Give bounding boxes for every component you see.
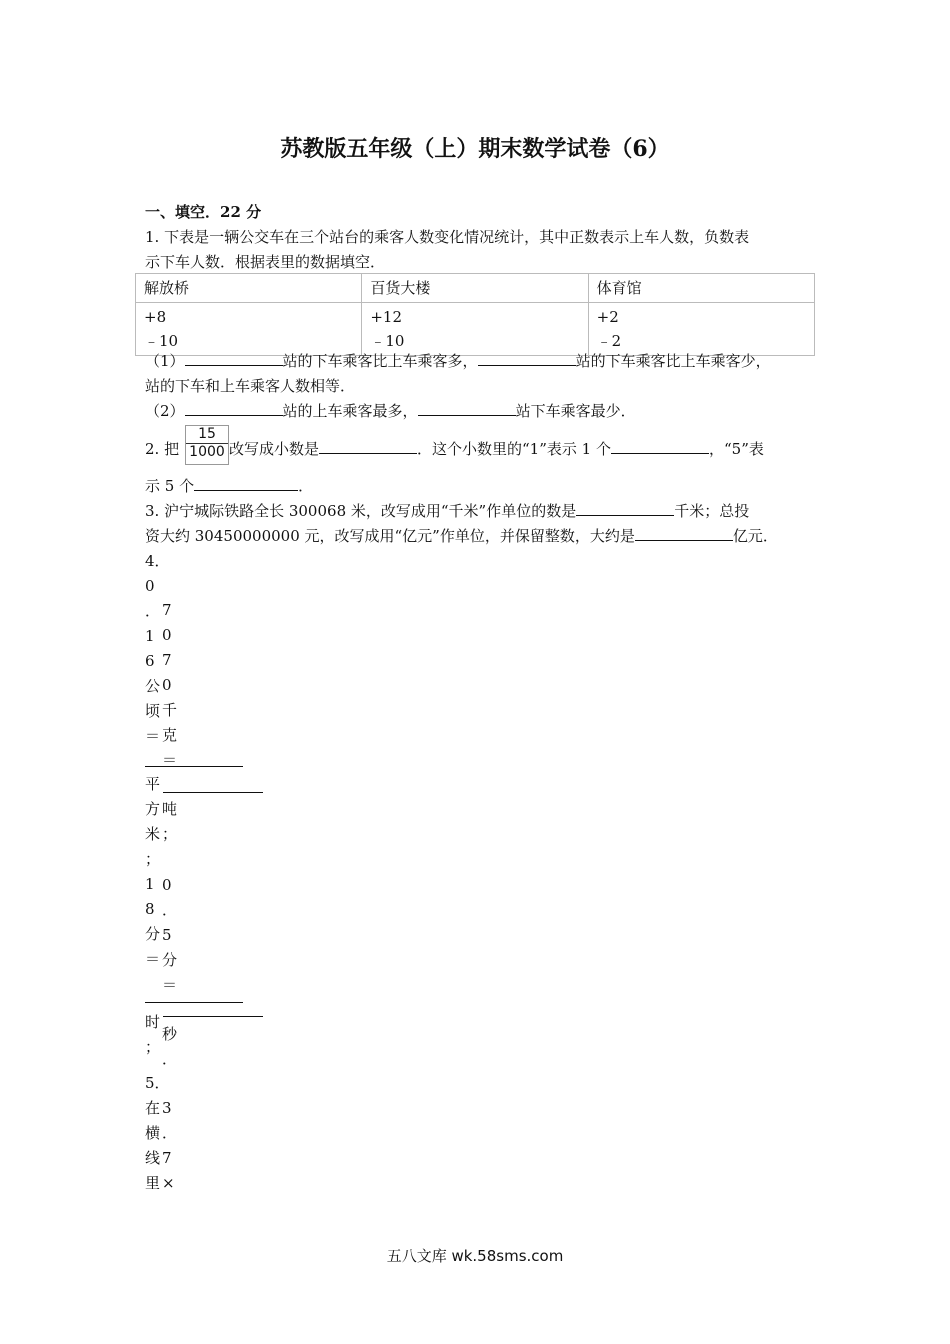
table-header-cell: 百货大楼 [362, 274, 588, 303]
sub-label: （1） [145, 352, 185, 370]
q4-char: 6 [145, 652, 155, 670]
q4-char: ＝ [162, 751, 178, 769]
q3-text: 千米；总投 [674, 502, 750, 520]
q4-char: ＝ [145, 727, 161, 745]
down-count: ﹣10 [370, 332, 405, 350]
q4-char: 千 [162, 701, 178, 719]
q4-char: 时 [145, 1013, 161, 1031]
q4-char: ＝ [145, 950, 161, 968]
answer-blank[interactable] [163, 776, 263, 793]
q5-char: 里 [145, 1174, 161, 1192]
q2-text: 示 5 个 [145, 477, 195, 495]
answer-blank[interactable] [185, 399, 283, 416]
down-count: ﹣10 [144, 332, 179, 350]
q4-char: 0 [162, 626, 172, 644]
q4-char: 7 [162, 651, 172, 669]
up-count: +8 [144, 308, 167, 326]
q4-char: 秒 [162, 1025, 178, 1043]
q4-char: 米 [145, 825, 161, 843]
q5-char: 在 [145, 1099, 161, 1117]
q5-char: × [162, 1174, 175, 1192]
q4-char: ． [162, 901, 178, 919]
passenger-table [135, 273, 815, 356]
sub-text: 站的上车乘客最多， [282, 402, 418, 420]
q4-column-b [162, 598, 184, 773]
q5-char: 线 [145, 1149, 161, 1167]
q4-char: 吨 [162, 800, 178, 818]
q5-char: 7 [162, 1149, 172, 1167]
q4-char: ； [145, 1038, 161, 1056]
answer-blank[interactable] [163, 1000, 263, 1017]
q5-char: 3 [162, 1099, 172, 1117]
section-heading: 一、填空．22 分 [145, 203, 262, 221]
sub-text: 站的下车乘客比上车乘客少， [575, 352, 771, 370]
q5-char: 横 [145, 1124, 161, 1142]
answer-blank[interactable] [576, 499, 674, 516]
table-header-cell: 解放桥 [136, 274, 362, 303]
q4-char: 顷 [145, 702, 161, 720]
q4-char: 1 [145, 875, 155, 893]
q4-column-b2 [162, 797, 184, 847]
q4-char: 0 [145, 577, 155, 595]
q4-char: 5 [162, 926, 172, 944]
q4-char: 克 [162, 726, 178, 744]
q4-char: 0 [162, 876, 172, 894]
answer-blank[interactable] [418, 399, 516, 416]
answer-blank[interactable] [185, 349, 283, 366]
q4-char: ； [162, 825, 178, 843]
q2-text: 改写成小数是 [229, 440, 320, 458]
q4-char: ； [145, 850, 161, 868]
q4-char: ． [145, 602, 161, 620]
q4-char: 1 [145, 627, 155, 645]
q4-char: 8 [145, 900, 155, 918]
answer-blank[interactable] [163, 750, 243, 767]
sub-text: 站的下车乘客比上车乘客多， [282, 352, 478, 370]
q4-char: 公 [145, 677, 161, 695]
table-cell [362, 303, 588, 356]
table-cell [588, 303, 814, 356]
q4-char: ＝ [162, 976, 178, 994]
fraction-image [185, 425, 229, 465]
q3-text: 亿元． [732, 527, 778, 545]
q4-number: 4． [145, 552, 170, 570]
q4-char: 分 [162, 951, 178, 969]
q2-text: ，“5”表 [708, 440, 764, 458]
q4-char: 分 [145, 925, 161, 943]
table-header-row [136, 274, 815, 303]
q1-sub1-line1 [145, 349, 771, 373]
up-count: +2 [596, 308, 619, 326]
q3-text: 资大约 30450000000 元，改写成用“亿元”作单位，并保留整数，大约是 [145, 527, 635, 545]
q5-column-b [162, 1096, 184, 1196]
q2-line1 [229, 437, 764, 461]
q4-char: 7 [162, 601, 172, 619]
table-row [136, 303, 815, 356]
table-cell [136, 303, 362, 356]
answer-blank[interactable] [611, 437, 709, 454]
q4-column-b4 [162, 1022, 184, 1072]
q4-char: ． [162, 1050, 178, 1068]
answer-blank[interactable] [478, 349, 576, 366]
q4-char: 方 [145, 800, 161, 818]
sub-label: （2） [145, 402, 185, 420]
page-title: 苏教版五年级（上）期末数学试卷（6） [280, 136, 670, 162]
down-count: ﹣2 [596, 332, 622, 350]
answer-blank[interactable] [319, 437, 417, 454]
q5-char: ． [162, 1124, 178, 1142]
answer-blank[interactable] [145, 750, 163, 767]
q2-text: ． [298, 477, 314, 495]
q4-char: 平 [145, 775, 161, 793]
q4-column-b3 [162, 873, 184, 998]
table-header-cell: 体育馆 [588, 274, 814, 303]
fraction-numerator: 15 [186, 426, 228, 444]
footer-watermark: 五八文库 wk.58sms.com [386, 1247, 564, 1265]
sub-text: 站下车乘客最少． [515, 402, 636, 420]
q3-text: 3. 沪宁城际铁路全长 300068 米，改写成用“千米”作单位的数是 [145, 502, 577, 520]
q3-line2 [145, 524, 778, 548]
answer-blank[interactable] [194, 474, 298, 491]
q1-text-line2: 示下车人数．根据表里的数据填空． [145, 253, 386, 271]
q4-char: 0 [162, 676, 172, 694]
answer-blank[interactable] [635, 524, 733, 541]
fraction-denominator: 1000 [189, 444, 225, 460]
q2-line2 [145, 474, 313, 498]
up-count: +12 [370, 308, 402, 326]
q1-text-line1: 1. 下表是一辆公交车在三个站台的乘客人数变化情况统计，其中正数表示上车人数，负数表 [145, 228, 750, 246]
q5-number: 5． [145, 1074, 170, 1092]
q2-text: ．这个小数里的“1”表示 1 个 [417, 440, 611, 458]
q1-sub2 [145, 399, 636, 423]
q3-line1 [145, 499, 749, 523]
q2-prefix: 2. 把 [145, 440, 180, 458]
q1-sub1-line2: 站的下车和上车乘客人数相等． [145, 377, 356, 395]
